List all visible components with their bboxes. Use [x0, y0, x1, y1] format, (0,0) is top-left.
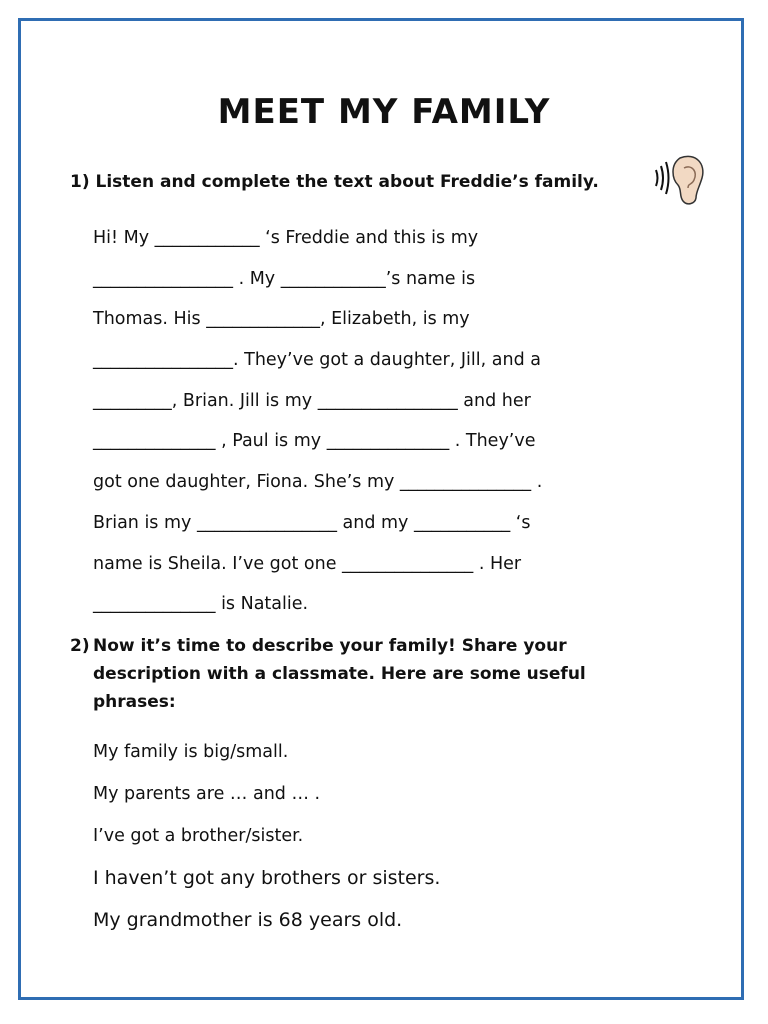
exercise2-heading [70, 632, 586, 716]
exercise2-heading-line3: phrases: [93, 692, 176, 712]
paragraph-line: got one daughter, Fiona. She’s my _______________ . [93, 472, 543, 493]
exercise1-heading: 1) Listen and complete the text about Freddie’s family. [70, 172, 599, 192]
phrase-item: I haven’t got any brothers or sisters. [93, 867, 441, 889]
phrase-item: My grandmother is 68 years old. [93, 909, 403, 931]
paragraph-line: ______________ is Natalie. [93, 594, 309, 615]
ear-icon [652, 152, 708, 206]
paragraph-line: Brian is my ________________ and my ___________ ‘s [93, 512, 531, 533]
exercise2-heading-line2: description with a classmate. Here are some useful [93, 664, 586, 684]
exercise2-heading-line1: Now it’s time to describe your family! Share your [93, 636, 567, 656]
phrase-item: My parents are … and … . [93, 784, 321, 804]
paragraph-line: Hi! My ____________ ‘s Freddie and this is my [93, 228, 479, 248]
phrase-item: I’ve got a brother/sister. [93, 826, 304, 846]
useful-phrases [93, 738, 440, 948]
paragraph-line: Thomas. His _____________, Elizabeth, is my [93, 309, 470, 330]
paragraph-line: name is Sheila. I’ve got one _______________ . Her [93, 553, 522, 574]
page-title: MEET MY FAMILY [217, 92, 551, 132]
exercise2-number: 2) [70, 636, 90, 656]
paragraph-line: ______________ , Paul is my ______________ . They’ve [93, 431, 536, 452]
paragraph-line: _________, Brian. Jill is my ________________ and her [93, 390, 531, 411]
fill-in-paragraph [93, 224, 683, 631]
paragraph-line: ________________ . My ____________’s name is [93, 268, 476, 289]
phrase-item: My family is big/small. [93, 742, 289, 762]
paragraph-line: ________________. They’ve got a daughter, Jill, and a [93, 350, 541, 371]
